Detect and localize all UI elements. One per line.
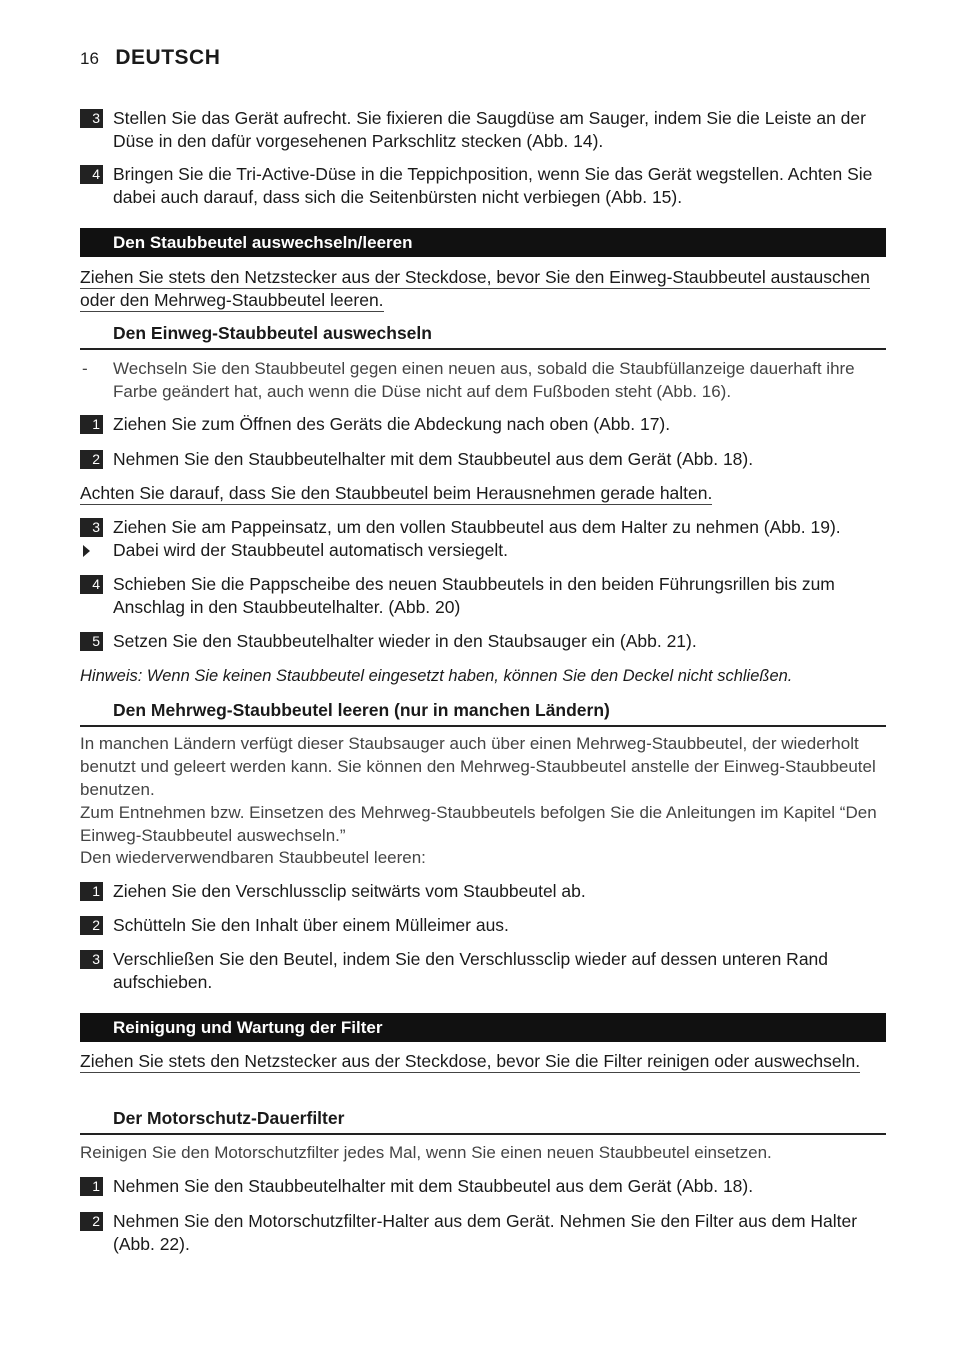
section-heading: Den Staubbeutel auswechseln/leeren xyxy=(80,228,886,257)
paragraph: In manchen Ländern verfügt dieser Staubsauger auch über einen Mehrweg-Staubbeutel, der wiederholt benutzt und geleert werden kann. Sie können den Mehrweg-Staubbeutel anstelle der Einweg-Staubbeutel benutzen. xyxy=(80,734,876,799)
step-item xyxy=(80,413,886,436)
step-item xyxy=(80,448,886,471)
step-number: 3 xyxy=(80,950,103,969)
note-text: Hinweis: Wenn Sie keinen Staubbeutel eingesetzt haben, können Sie den Deckel nicht schließen. xyxy=(80,667,793,685)
step-number: 4 xyxy=(80,575,103,594)
step-text: Setzen Sie den Staubbeutelhalter wieder in den Staubsauger ein (Abb. 21). xyxy=(113,631,697,651)
step-item xyxy=(80,1175,886,1198)
step-item xyxy=(80,107,886,153)
step-text: Schütteln Sie den Inhalt über einem Mülleimer aus. xyxy=(113,915,509,935)
paragraph: Den wiederverwendbaren Staubbeutel leeren: xyxy=(80,848,426,867)
step-text: Stellen Sie das Gerät aufrecht. Sie fixieren die Saugdüse am Sauger, indem Sie die Leiste an der Düse in den dafür vorgesehenen Parkschlitz stecken (Abb. 14). xyxy=(113,108,866,151)
step-number: 4 xyxy=(80,165,103,184)
step-number: 2 xyxy=(80,1212,103,1231)
caution-text xyxy=(80,482,886,505)
warning-underlined: Ziehen Sie stets den Netzstecker aus der Steckdose, bevor Sie den Einweg-Staubbeutel austauschen oder den Mehrweg-Staubbeutel leeren. xyxy=(80,267,870,310)
page-header xyxy=(80,46,220,70)
result-text: Dabei wird der Staubbeutel automatisch versiegelt. xyxy=(113,540,508,560)
step-item xyxy=(80,880,886,903)
step-item xyxy=(80,573,886,619)
step-number: 3 xyxy=(80,109,103,128)
step-item xyxy=(80,948,886,994)
step-number: 1 xyxy=(80,1177,103,1196)
step-text: Ziehen Sie den Verschlussclip seitwärts vom Staubbeutel ab. xyxy=(113,881,586,901)
language-title: DEUTSCH xyxy=(115,46,221,69)
step-text: Schieben Sie die Pappscheibe des neuen Staubbeutels in den beiden Führungsrillen bis zum Anschlag in den Staubbeutelhalter. (Abb. 20) xyxy=(113,574,835,617)
warning-text xyxy=(80,1050,886,1073)
step-text: Bringen Sie die Tri-Active-Düse in die Teppichposition, wenn Sie das Gerät wegstellen. Achten Sie dabei auch darauf, dass sich die Seitenbürsten nicht verbiegen (Abb. 15). xyxy=(113,164,873,207)
step-number: 3 xyxy=(80,518,103,537)
step-number: 1 xyxy=(80,882,103,901)
step-text: Verschließen Sie den Beutel, indem Sie den Verschlussclip wieder auf dessen unteren Rand aufschieben. xyxy=(113,949,829,992)
step-number: 2 xyxy=(80,916,103,935)
dash-marker: - xyxy=(82,359,88,378)
step-item xyxy=(80,914,886,937)
page-number: 16 xyxy=(80,49,99,68)
dash-text: Wechseln Sie den Staubbeutel gegen einen neuen aus, sobald die Staubfüllanzeige dauerhaft ihre Farbe geändert hat, auch wenn die Düse nicht auf dem Fußboden steht (Abb. 16). xyxy=(113,359,855,401)
warning-text xyxy=(80,266,886,312)
step-text: Ziehen Sie am Pappeinsatz, um den vollen Staubbeutel aus dem Halter zu nehmen (Abb. 19). xyxy=(113,517,841,537)
step-text: Ziehen Sie zum Öffnen des Geräts die Abdeckung nach oben (Abb. 17). xyxy=(113,414,671,434)
step-number: 5 xyxy=(80,632,103,651)
step-text: Nehmen Sie den Staubbeutelhalter mit dem Staubbeutel aus dem Gerät (Abb. 18). xyxy=(113,1176,754,1196)
step-item xyxy=(80,516,886,539)
step-item xyxy=(80,1210,886,1256)
step-text: Nehmen Sie den Staubbeutelhalter mit dem Staubbeutel aus dem Gerät (Abb. 18). xyxy=(113,449,754,469)
result-arrow-icon xyxy=(83,545,90,557)
subsection-heading: Der Motorschutz-Dauerfilter xyxy=(80,1107,886,1135)
warning-underlined: Ziehen Sie stets den Netzstecker aus der Steckdose, bevor Sie die Filter reinigen oder auswechseln. xyxy=(80,1051,861,1071)
step-text: Nehmen Sie den Motorschutzfilter-Halter aus dem Gerät. Nehmen Sie den Filter aus dem Halter (Abb. 22). xyxy=(113,1211,858,1254)
paragraph: Zum Entnehmen bzw. Einsetzen des Mehrweg-Staubbeutels befolgen Sie die Anleitungen im Kapitel “Den Einweg-Staubbeutel auswechseln.” xyxy=(80,803,877,845)
step-item xyxy=(80,163,886,209)
section-heading: Reinigung und Wartung der Filter xyxy=(80,1013,886,1042)
dash-item xyxy=(80,357,886,403)
caution-underlined: Achten Sie darauf, dass Sie den Staubbeutel beim Herausnehmen gerade halten. xyxy=(80,483,713,503)
step-item xyxy=(80,630,886,653)
step-number: 2 xyxy=(80,450,103,469)
subsection-heading: Den Mehrweg-Staubbeutel leeren (nur in manchen Ländern) xyxy=(80,699,886,727)
paragraph: Reinigen Sie den Motorschutzfilter jedes Mal, wenn Sie einen neuen Staubbeutel einsetzen. xyxy=(80,1143,772,1162)
result-item xyxy=(80,539,886,562)
step-number: 1 xyxy=(80,415,103,434)
subsection-heading: Den Einweg-Staubbeutel auswechseln xyxy=(80,322,886,350)
